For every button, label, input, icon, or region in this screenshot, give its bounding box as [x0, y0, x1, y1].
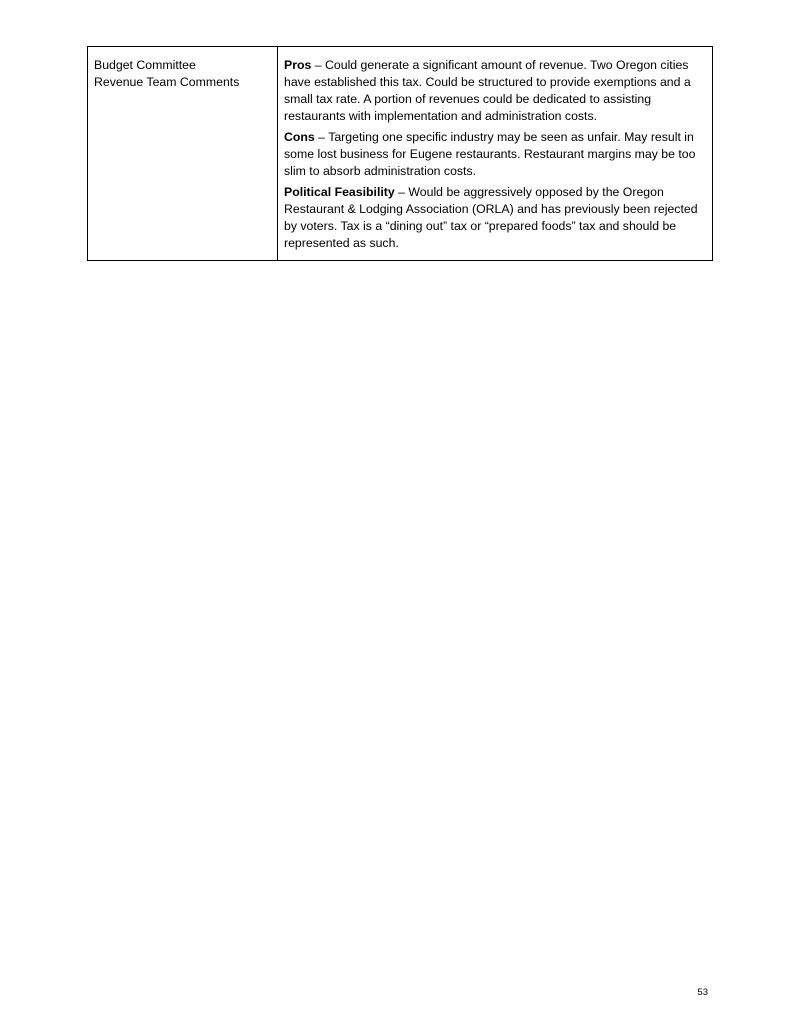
row-label-line: Revenue Team Comments: [94, 75, 240, 89]
political-feasibility-term: Political Feasibility: [284, 185, 395, 199]
political-feasibility-paragraph: [284, 184, 706, 252]
cons-term: Cons: [284, 130, 315, 144]
pros-paragraph: [284, 57, 706, 125]
row-label-cell: [88, 47, 278, 261]
comments-table: [87, 46, 713, 261]
row-label-line: Budget Committee: [94, 58, 196, 72]
table-row: [88, 47, 713, 261]
pros-text: – Could generate a significant amount of revenue. Two Oregon cities have established this tax. Could be structured to provide exemptions and a small tax rate. A portion of revenues could be dedicated to assisting restaurants with implementation and administration costs.: [284, 58, 691, 123]
cons-paragraph: [284, 129, 706, 180]
comments-cell: [278, 47, 713, 261]
political-feasibility-text: – Would be aggressively opposed by the Oregon Restaurant & Lodging Association (ORLA) and has previously been rejected by voters. Tax is a “dining out” tax or “prepared foods” tax and should be represented as such.: [284, 185, 698, 250]
cons-text: – Targeting one specific industry may be seen as unfair. May result in some lost business for Eugene restaurants. Restaurant margins may be too slim to absorb administration costs.: [284, 130, 696, 178]
page-number: 53: [697, 987, 708, 998]
pros-term: Pros: [284, 58, 312, 72]
